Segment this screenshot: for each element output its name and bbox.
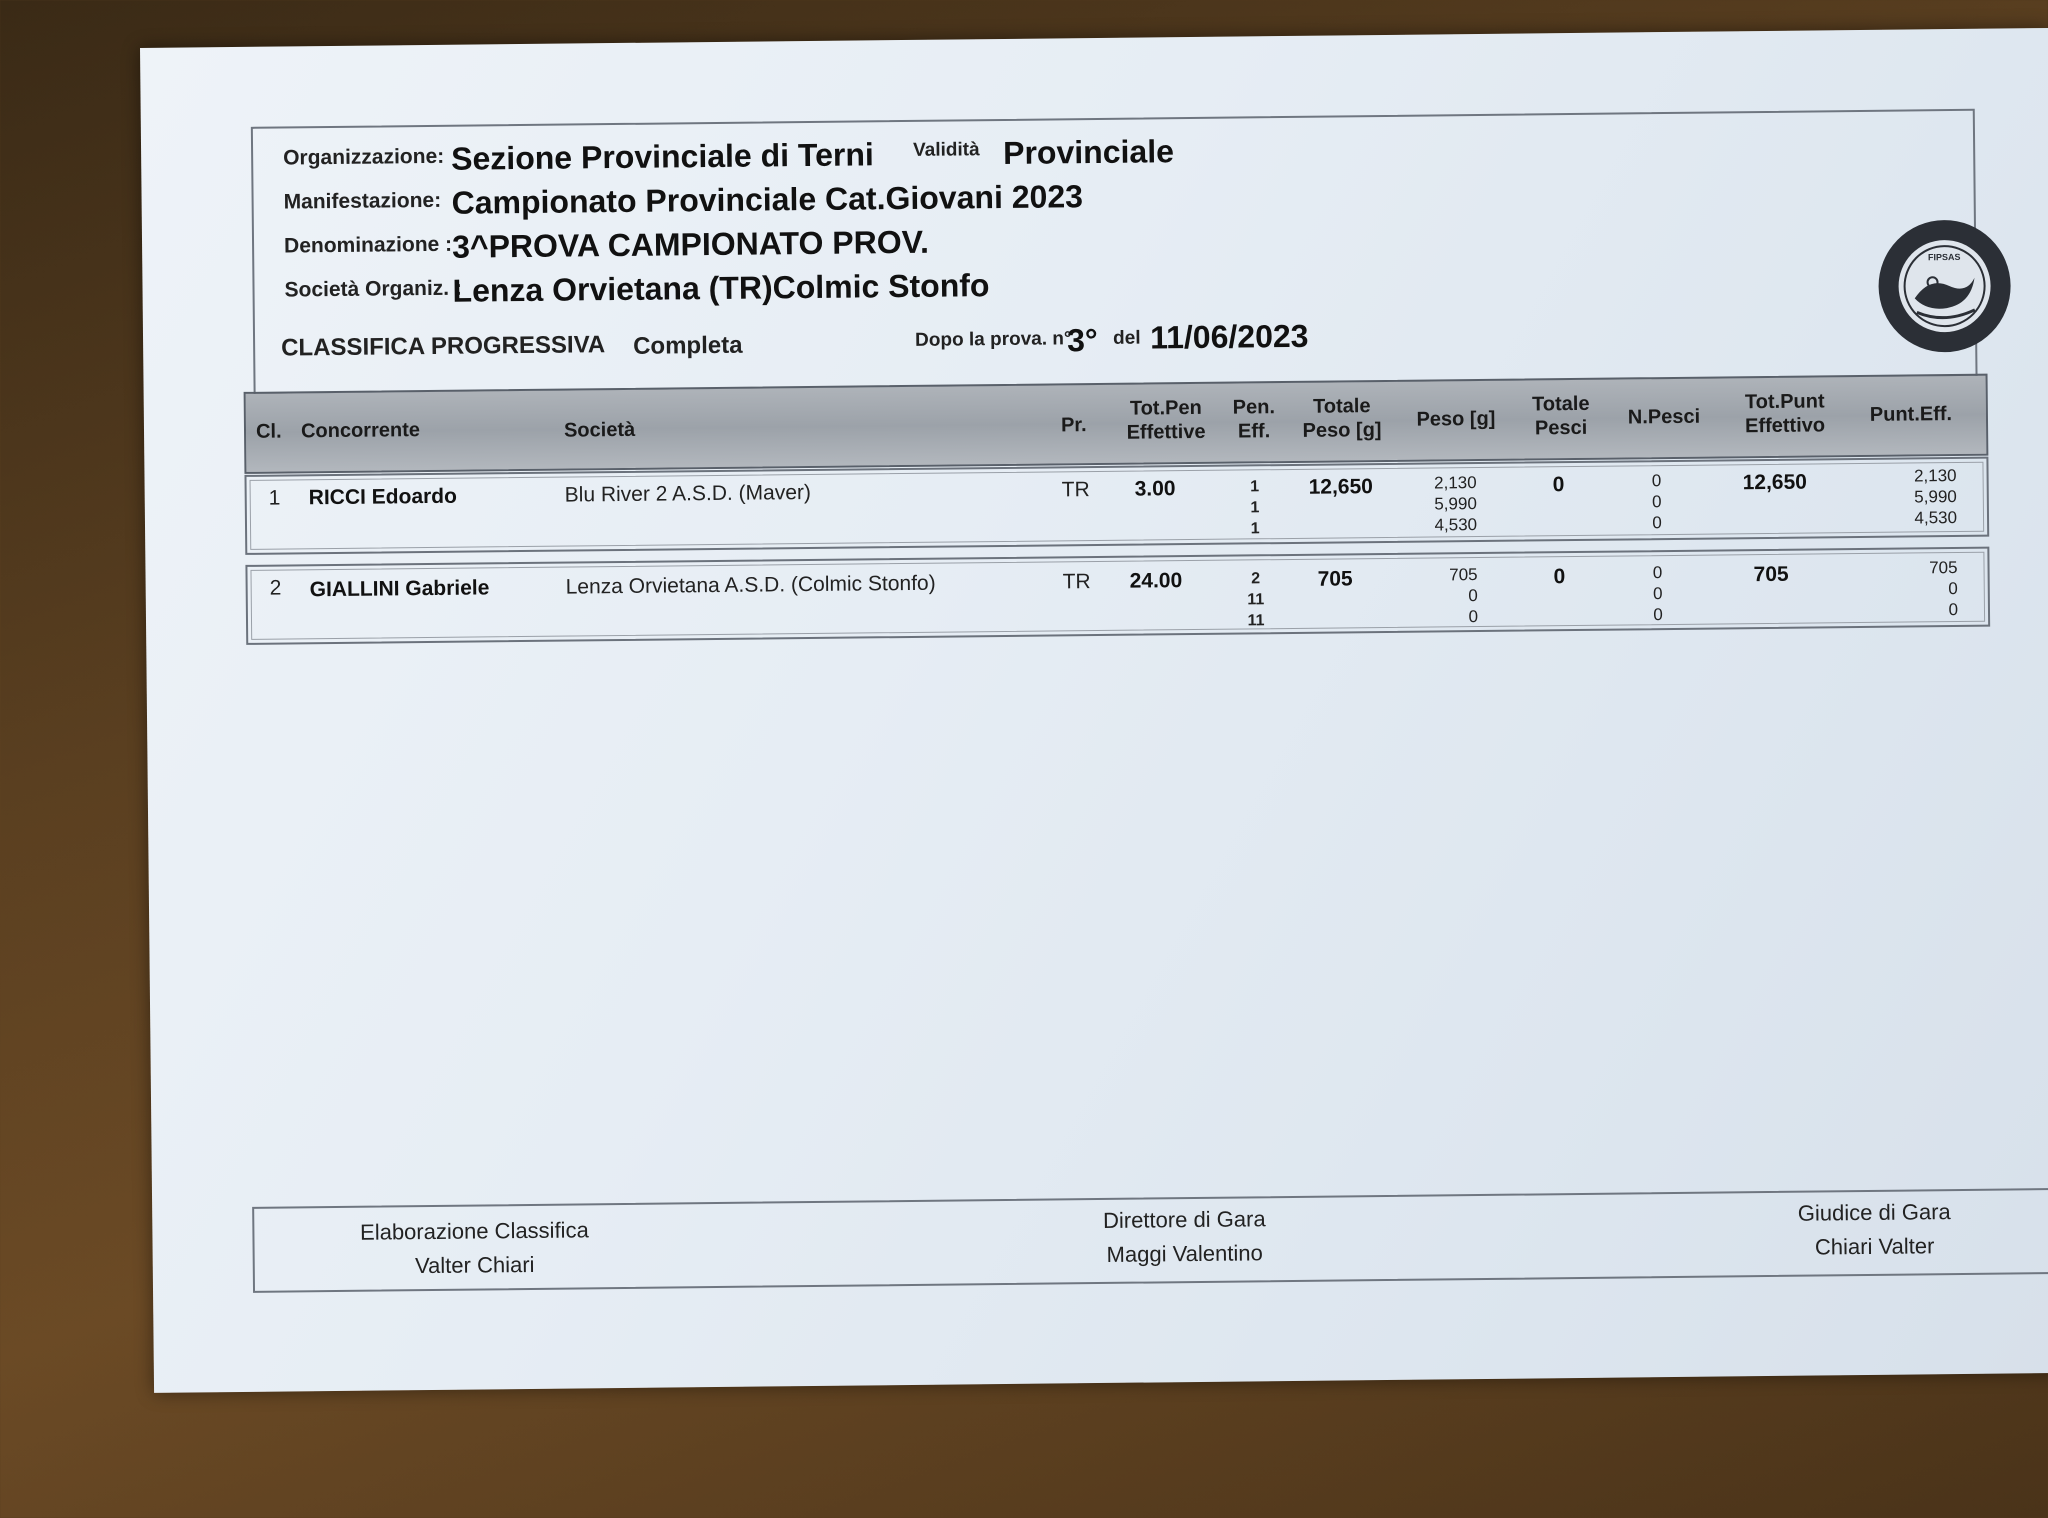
row-peneff bbox=[1235, 476, 1276, 539]
del-label: del bbox=[1112, 327, 1141, 349]
fipsas-logo bbox=[1874, 215, 2015, 356]
row-totpeso: 12,650 bbox=[1308, 475, 1374, 499]
col-totpen bbox=[1116, 396, 1216, 445]
npesci-1: 0 bbox=[1651, 471, 1662, 491]
denominazione-value: 3^PROVA CAMPIONATO PROV. bbox=[451, 223, 930, 265]
row-totpesci: 0 bbox=[1553, 565, 1566, 589]
row-punteff bbox=[1877, 557, 1958, 621]
npesci-3: 0 bbox=[1652, 513, 1662, 533]
elaborazione-name: Valter Chiari bbox=[414, 1251, 535, 1279]
organizzazione-label: Organizzazione: bbox=[283, 144, 445, 170]
col-peso: Peso [g] bbox=[1416, 407, 1496, 431]
peneff-1: 2 bbox=[1251, 570, 1261, 588]
manifestazione-label: Manifestazione: bbox=[283, 188, 442, 214]
societa-organiz-label: Società Organiz. : bbox=[284, 276, 463, 302]
col-punteff: Punt.Eff. bbox=[1869, 403, 1953, 426]
punteff-2: 5,990 bbox=[1914, 487, 1957, 507]
societa-organiz-value: Lenza Orvietana (TR)Colmic Stonfo bbox=[452, 267, 990, 309]
peso-1: 2,130 bbox=[1433, 473, 1477, 493]
row-totpunt: 705 bbox=[1753, 562, 1789, 587]
validita-value: Provinciale bbox=[1002, 133, 1175, 171]
peso-3: 4,530 bbox=[1434, 515, 1478, 535]
col-peneff-line2: Eff. bbox=[1237, 420, 1271, 443]
giudice-block bbox=[1714, 1194, 2035, 1265]
col-totpeso-line2: Peso [g] bbox=[1302, 419, 1382, 442]
col-totpunt-line2: Effettivo bbox=[1744, 414, 1826, 438]
npesci-2: 0 bbox=[1652, 584, 1663, 604]
peso-3: 0 bbox=[1468, 607, 1479, 627]
row-peso bbox=[1397, 564, 1478, 628]
col-cl: Cl. bbox=[255, 420, 282, 443]
col-concorrente: Concorrente bbox=[300, 419, 421, 443]
punteff-1: 2,130 bbox=[1913, 466, 1957, 486]
row-npesci bbox=[1637, 470, 1678, 533]
direttore-label: Direttore di Gara bbox=[1102, 1206, 1266, 1233]
peso-1: 705 bbox=[1449, 565, 1478, 585]
row-punteff bbox=[1876, 465, 1957, 529]
col-totpesci bbox=[1516, 392, 1606, 441]
header-box bbox=[251, 109, 1978, 396]
col-pr: Pr. bbox=[1060, 414, 1087, 437]
npesci-3: 0 bbox=[1653, 605, 1663, 625]
giudice-label: Giudice di Gara bbox=[1797, 1199, 1951, 1226]
elaborazione-block bbox=[314, 1213, 635, 1284]
table-row bbox=[244, 457, 1989, 555]
row-cl: 2 bbox=[269, 576, 282, 600]
col-totpesci-line2: Pesci bbox=[1534, 416, 1588, 440]
peso-2: 0 bbox=[1468, 586, 1478, 606]
peneff-2: 11 bbox=[1247, 591, 1265, 609]
col-totpen-line2: Effettive bbox=[1126, 420, 1206, 444]
signature-footer bbox=[252, 1188, 2048, 1293]
row-cl: 1 bbox=[268, 486, 281, 510]
col-totpunt bbox=[1730, 389, 1840, 438]
row-npesci bbox=[1637, 562, 1678, 625]
col-npesci: N.Pesci bbox=[1627, 405, 1701, 429]
col-totpunt-line1: Tot.Punt bbox=[1744, 390, 1825, 414]
direttore-block bbox=[1024, 1201, 1345, 1272]
prova-date: 11/06/2023 bbox=[1149, 317, 1309, 356]
paper-sheet bbox=[140, 28, 2048, 1393]
row-societa: Lenza Orvietana A.S.D. (Colmic Stonfo) bbox=[565, 571, 936, 599]
peneff-2: 1 bbox=[1250, 499, 1260, 517]
peneff-3: 1 bbox=[1250, 520, 1260, 538]
col-peneff bbox=[1224, 395, 1284, 444]
row-pr: TR bbox=[1061, 478, 1090, 502]
row-peneff bbox=[1236, 568, 1277, 631]
col-societa: Società bbox=[563, 418, 636, 442]
col-totpeso-line1: Totale bbox=[1312, 395, 1371, 418]
punteff-3: 0 bbox=[1948, 599, 1959, 620]
dopo-prova-label: Dopo la prova. n° bbox=[914, 328, 1072, 351]
punteff-2: 0 bbox=[1948, 578, 1958, 599]
direttore-name: Maggi Valentino bbox=[1106, 1240, 1263, 1267]
row-pr: TR bbox=[1062, 570, 1091, 594]
npesci-1: 0 bbox=[1652, 563, 1663, 583]
punteff-1: 705 bbox=[1929, 557, 1958, 578]
table-row bbox=[245, 547, 1990, 645]
row-totpen: 24.00 bbox=[1129, 569, 1183, 593]
row-totpeso: 705 bbox=[1317, 567, 1353, 591]
denominazione-label: Denominazione : bbox=[283, 232, 453, 258]
validita-label: Validità bbox=[913, 139, 980, 161]
manifestazione-value: Campionato Provinciale Cat.Giovani 2023 bbox=[451, 178, 1084, 221]
classifica-type: Completa bbox=[633, 331, 743, 360]
row-concorrente: GIALLINI Gabriele bbox=[309, 576, 490, 602]
col-peneff-line1: Pen. bbox=[1232, 396, 1276, 419]
row-peso bbox=[1397, 472, 1478, 536]
logo-mid-text: FIPSAS bbox=[1927, 251, 1961, 263]
organizzazione-value: Sezione Provinciale di Terni bbox=[450, 136, 874, 177]
col-totpesci-line1: Totale bbox=[1531, 392, 1590, 416]
row-totpen: 3.00 bbox=[1134, 477, 1176, 501]
giudice-name: Chiari Valter bbox=[1814, 1233, 1935, 1260]
peso-2: 5,990 bbox=[1434, 494, 1477, 514]
peneff-1: 1 bbox=[1250, 478, 1260, 496]
col-totpeso bbox=[1292, 394, 1392, 443]
row-concorrente: RICCI Edoardo bbox=[308, 484, 458, 510]
row-totpesci: 0 bbox=[1552, 473, 1565, 497]
elaborazione-label: Elaborazione Classifica bbox=[359, 1217, 589, 1245]
npesci-2: 0 bbox=[1652, 492, 1662, 512]
classifica-title: CLASSIFICA PROGRESSIVA bbox=[281, 331, 606, 362]
punteff-3: 4,530 bbox=[1914, 507, 1958, 528]
peneff-3: 11 bbox=[1247, 612, 1265, 630]
prova-number: 3° bbox=[1066, 321, 1098, 359]
row-totpunt: 12,650 bbox=[1742, 470, 1807, 495]
col-totpen-line1: Tot.Pen bbox=[1129, 396, 1202, 420]
row-societa: Blu River 2 A.S.D. (Maver) bbox=[564, 480, 812, 507]
